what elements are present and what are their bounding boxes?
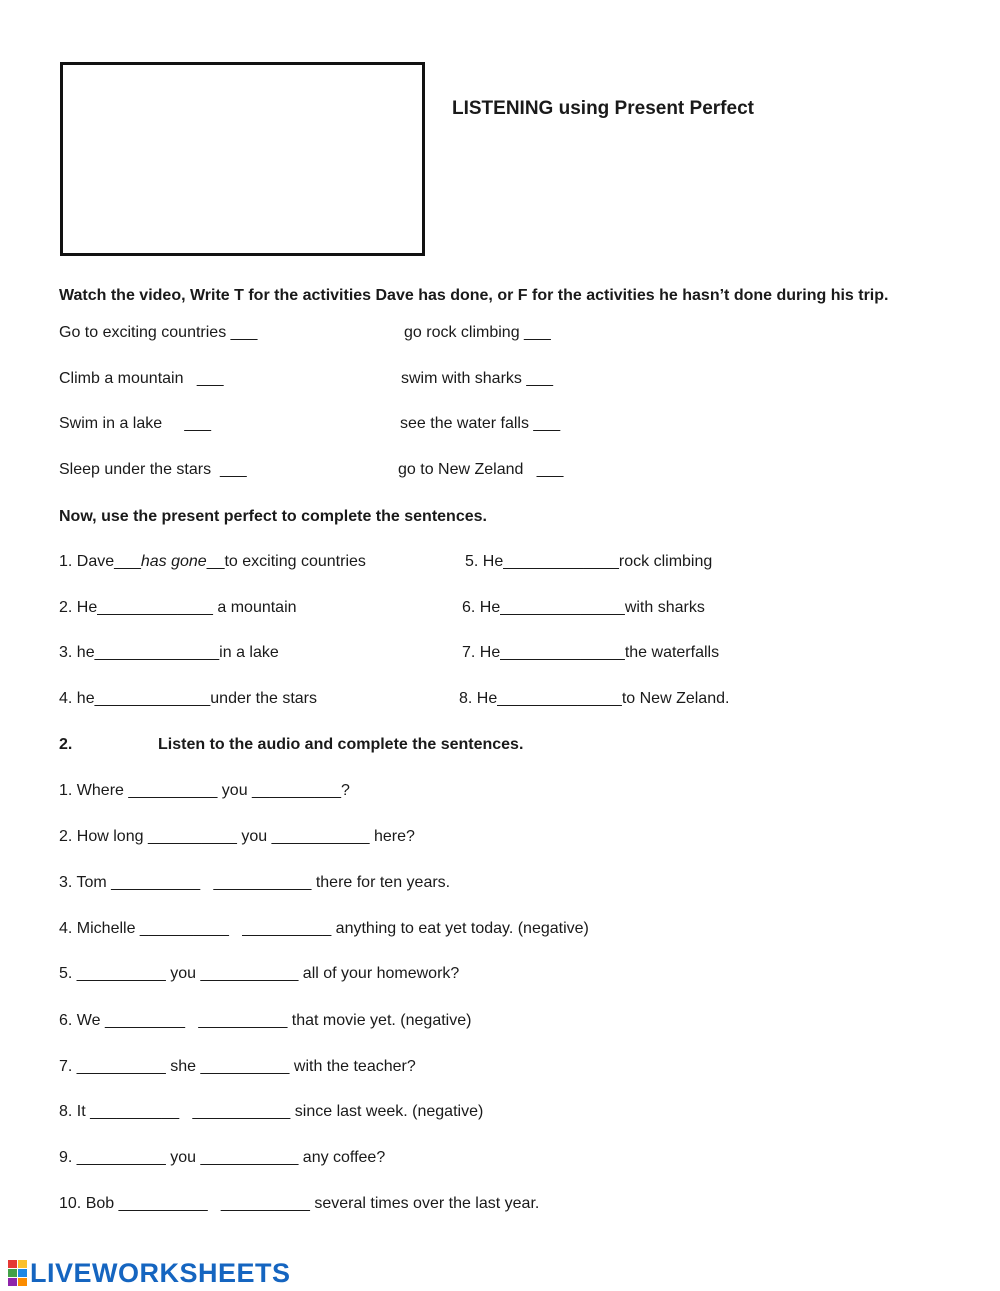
section2-instruction: Now, use the present perfect to complete the sentences. (59, 508, 487, 525)
audio-sentence-7: 7. __________ she __________ with the teacher? (59, 1058, 416, 1075)
logo-block (18, 1260, 27, 1268)
tf-item-left-1: Go to exciting countries ___ (59, 324, 258, 341)
logo-text: LIVEWORKSHEETS (30, 1257, 291, 1288)
audio-sentence-5: 5. __________ you ___________ all of your homework? (59, 965, 460, 982)
audio-sentence-1: 1. Where __________ you __________? (59, 782, 350, 799)
audio-sentence-3: 3. Tom __________ ___________ there for ten years. (59, 874, 451, 891)
logo-block (18, 1278, 27, 1286)
tf-item-left-4: Sleep under the stars ___ (59, 461, 247, 478)
logo-block (8, 1260, 17, 1268)
audio-sentence-9: 9. __________ you ___________ any coffee? (59, 1149, 386, 1166)
video-placeholder[interactable] (60, 62, 425, 256)
logo-blocks-icon (8, 1260, 27, 1286)
audio-sentence-4: 4. Michelle __________ __________ anything to eat yet today. (negative) (59, 920, 589, 937)
audio-sentence-2: 2. How long __________ you ___________ here? (59, 828, 415, 845)
section3-number: 2. (59, 736, 73, 753)
logo-block (8, 1269, 17, 1277)
example-answer: has gone (140, 553, 207, 570)
worksheet-title: LISTENING using Present Perfect (452, 98, 754, 119)
section3-instruction: Listen to the audio and complete the sentences. (158, 736, 524, 753)
logo-block (8, 1278, 17, 1286)
pp-sentence-8: 8. He______________to New Zeland. (459, 690, 730, 707)
pp-sentence-5: 5. He_____________rock climbing (465, 553, 713, 570)
tf-item-left-3: Swim in a lake ___ (59, 415, 212, 432)
example-prefix: 1. Dave___ (59, 553, 141, 570)
pp-sentence-6: 6. He______________with sharks (462, 599, 705, 616)
audio-sentence-10: 10. Bob __________ __________ several times over the last year. (59, 1195, 540, 1212)
pp-sentence-2: 2. He_____________ a mountain (59, 599, 297, 616)
logo-block (18, 1269, 27, 1277)
pp-sentence-4: 4. he_____________under the stars (59, 690, 317, 707)
pp-sentence-7: 7. He______________the waterfalls (462, 644, 720, 661)
liveworksheets-logo[interactable] (8, 1258, 291, 1288)
example-suffix: __to exciting countries (206, 553, 366, 570)
tf-item-right-2: swim with sharks ___ (401, 370, 554, 387)
example-sentence (59, 552, 366, 572)
tf-item-right-1: go rock climbing ___ (404, 324, 551, 341)
tf-item-right-4: go to New Zeland ___ (398, 461, 564, 478)
tf-item-right-3: see the water falls ___ (400, 415, 561, 432)
audio-sentence-6: 6. We _________ __________ that movie yet. (negative) (59, 1012, 472, 1029)
audio-sentence-8: 8. It __________ ___________ since last week. (negative) (59, 1103, 484, 1120)
section1-instruction: Watch the video, Write T for the activities Dave has done, or F for the activities he hasn’t done during his trip. (59, 287, 889, 304)
pp-sentence-3: 3. he______________in a lake (59, 644, 279, 661)
tf-item-left-2: Climb a mountain ___ (59, 370, 224, 387)
